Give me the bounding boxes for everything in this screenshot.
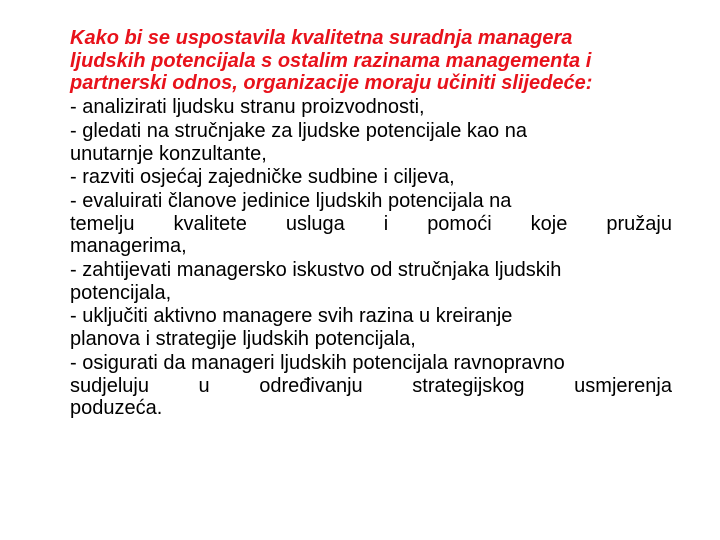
heading-line: ljudskih potencijala s ostalim razinama managementa i (70, 49, 592, 72)
justified-line (70, 375, 672, 398)
justified-line (70, 213, 672, 236)
list-item-line: - osigurati da manageri ljudskih potencijala ravnopravno (70, 351, 565, 374)
list-item-line: - evaluirati članove jedinice ljudskih potencijala na (70, 189, 512, 212)
list-item-line: potencijala, (70, 281, 172, 304)
list-item-line: - gledati na stručnjake za ljudske potencijale kao na (70, 119, 527, 142)
word: koje (530, 212, 568, 235)
list-item (70, 305, 672, 350)
word: i (383, 212, 389, 235)
slide-text-block (70, 27, 672, 421)
word: sudjeluju (70, 374, 149, 397)
heading-line: Kako bi se uspostavila kvalitetna suradnja managera (70, 27, 573, 49)
list-item-line: poduzeća. (70, 397, 163, 420)
heading-line: partnerski odnos, organizacije moraju učiniti slijedeće: (70, 72, 593, 95)
word: temelju (70, 212, 135, 235)
list-item (70, 166, 672, 189)
list-item-line: planova i strategije ljudskih potencijala, (70, 328, 416, 351)
word: usmjerenja (574, 374, 672, 397)
word: usluga (285, 212, 345, 235)
word: strategijskog (412, 374, 525, 397)
word: određivanju (259, 374, 363, 397)
list-item (70, 190, 672, 258)
list-item-line: managerima, (70, 235, 187, 258)
list-item (70, 120, 672, 165)
list-item-line: - razviti osjećaj zajedničke sudbine i ciljeva, (70, 166, 455, 189)
word: kvalitete (173, 212, 247, 235)
word: pružaju (606, 212, 672, 235)
list-item-line: - zahtijevati managersko iskustvo od stručnjaka ljudskih (70, 259, 562, 282)
word: u (198, 374, 210, 397)
list-item-line: unutarnje konzultante, (70, 142, 267, 165)
list-item (70, 259, 672, 304)
slide-heading (70, 27, 672, 95)
list-item (70, 96, 672, 119)
list-item-line: - analizirati ljudsku stranu proizvodnosti, (70, 96, 425, 119)
list-item-line: - uključiti aktivno managere svih razina u kreiranje (70, 305, 513, 328)
list-item (70, 352, 672, 420)
word: pomoći (427, 212, 492, 235)
